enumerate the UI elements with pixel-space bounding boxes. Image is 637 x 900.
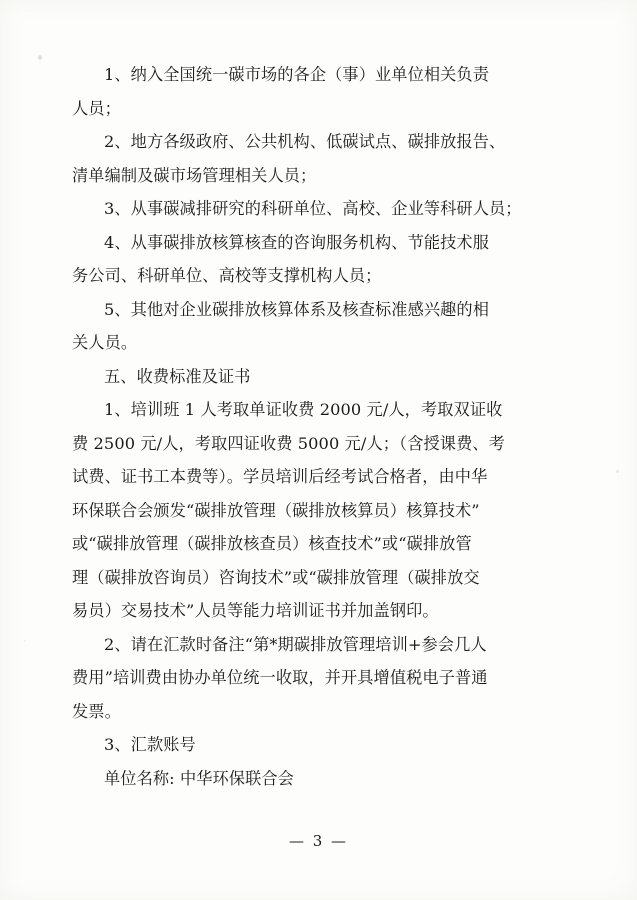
paragraph: 环保联合会颁发“碳排放管理（碳排放核算员）核算技术” bbox=[72, 500, 480, 520]
paragraph: 试费、证书工本费等）。学员培训后经考试合格者，由中华 bbox=[72, 467, 488, 486]
paragraph: 3、汇款账号 bbox=[104, 735, 196, 754]
paragraph: 3、从事碳减排研究的科研单位、高校、企业等科研人员； bbox=[104, 199, 522, 218]
paper-speck bbox=[24, 640, 26, 642]
paragraph: 2、请在汇款时备注“第*期碳排放管理培训+参会几人 bbox=[104, 634, 487, 654]
section-heading: 五、收费标准及证书 bbox=[104, 366, 251, 386]
paragraph: 发票。 bbox=[72, 701, 121, 721]
paragraph: 易员）交易技术”人员等能力培训证书并加盖钢印。 bbox=[72, 601, 439, 620]
paragraph: 费 2500 元/人，考取四证收费 5000 元/人；（含授课费、考 bbox=[72, 433, 505, 453]
paragraph: 单位名称: 中华环保联合会 bbox=[104, 768, 294, 788]
document-body bbox=[72, 58, 568, 795]
paragraph: 1、纳入全国统一碳市场的各企（事）业单位相关负责 bbox=[104, 65, 490, 84]
paragraph: 2、地方各级政府、公共机构、低碳试点、碳排放报告、 bbox=[104, 132, 506, 151]
page-number: — 3 — bbox=[288, 832, 349, 850]
paragraph: 理（碳排放咨询员）咨询技术”或“碳排放管理（碳排放交 bbox=[72, 567, 480, 587]
paragraph: 务公司、科研单位、高校等支撑机构人员； bbox=[72, 266, 382, 285]
paragraph: 4、从事碳排放核算核查的咨询服务机构、节能技术服 bbox=[104, 232, 490, 252]
paragraph: 5、其他对企业碳排放核算体系及核查标准感兴趣的相 bbox=[104, 299, 490, 319]
paragraph: 关人员。 bbox=[72, 333, 138, 352]
paragraph: 人员； bbox=[72, 98, 121, 118]
paper-speck bbox=[38, 55, 42, 60]
paragraph: 费用”培训费由协办单位统一收取，并开具增值税电子普通 bbox=[72, 668, 488, 687]
paragraph: 清单编制及碳市场管理相关人员； bbox=[72, 165, 317, 185]
paper-speck bbox=[616, 470, 619, 473]
paragraph: 1、培训班 1 人考取单证收费 2000 元/人，考取双证收 bbox=[104, 400, 503, 419]
paragraph: 或“碳排放管理（碳排放核查员）核查技术”或“碳排放管 bbox=[72, 534, 472, 553]
